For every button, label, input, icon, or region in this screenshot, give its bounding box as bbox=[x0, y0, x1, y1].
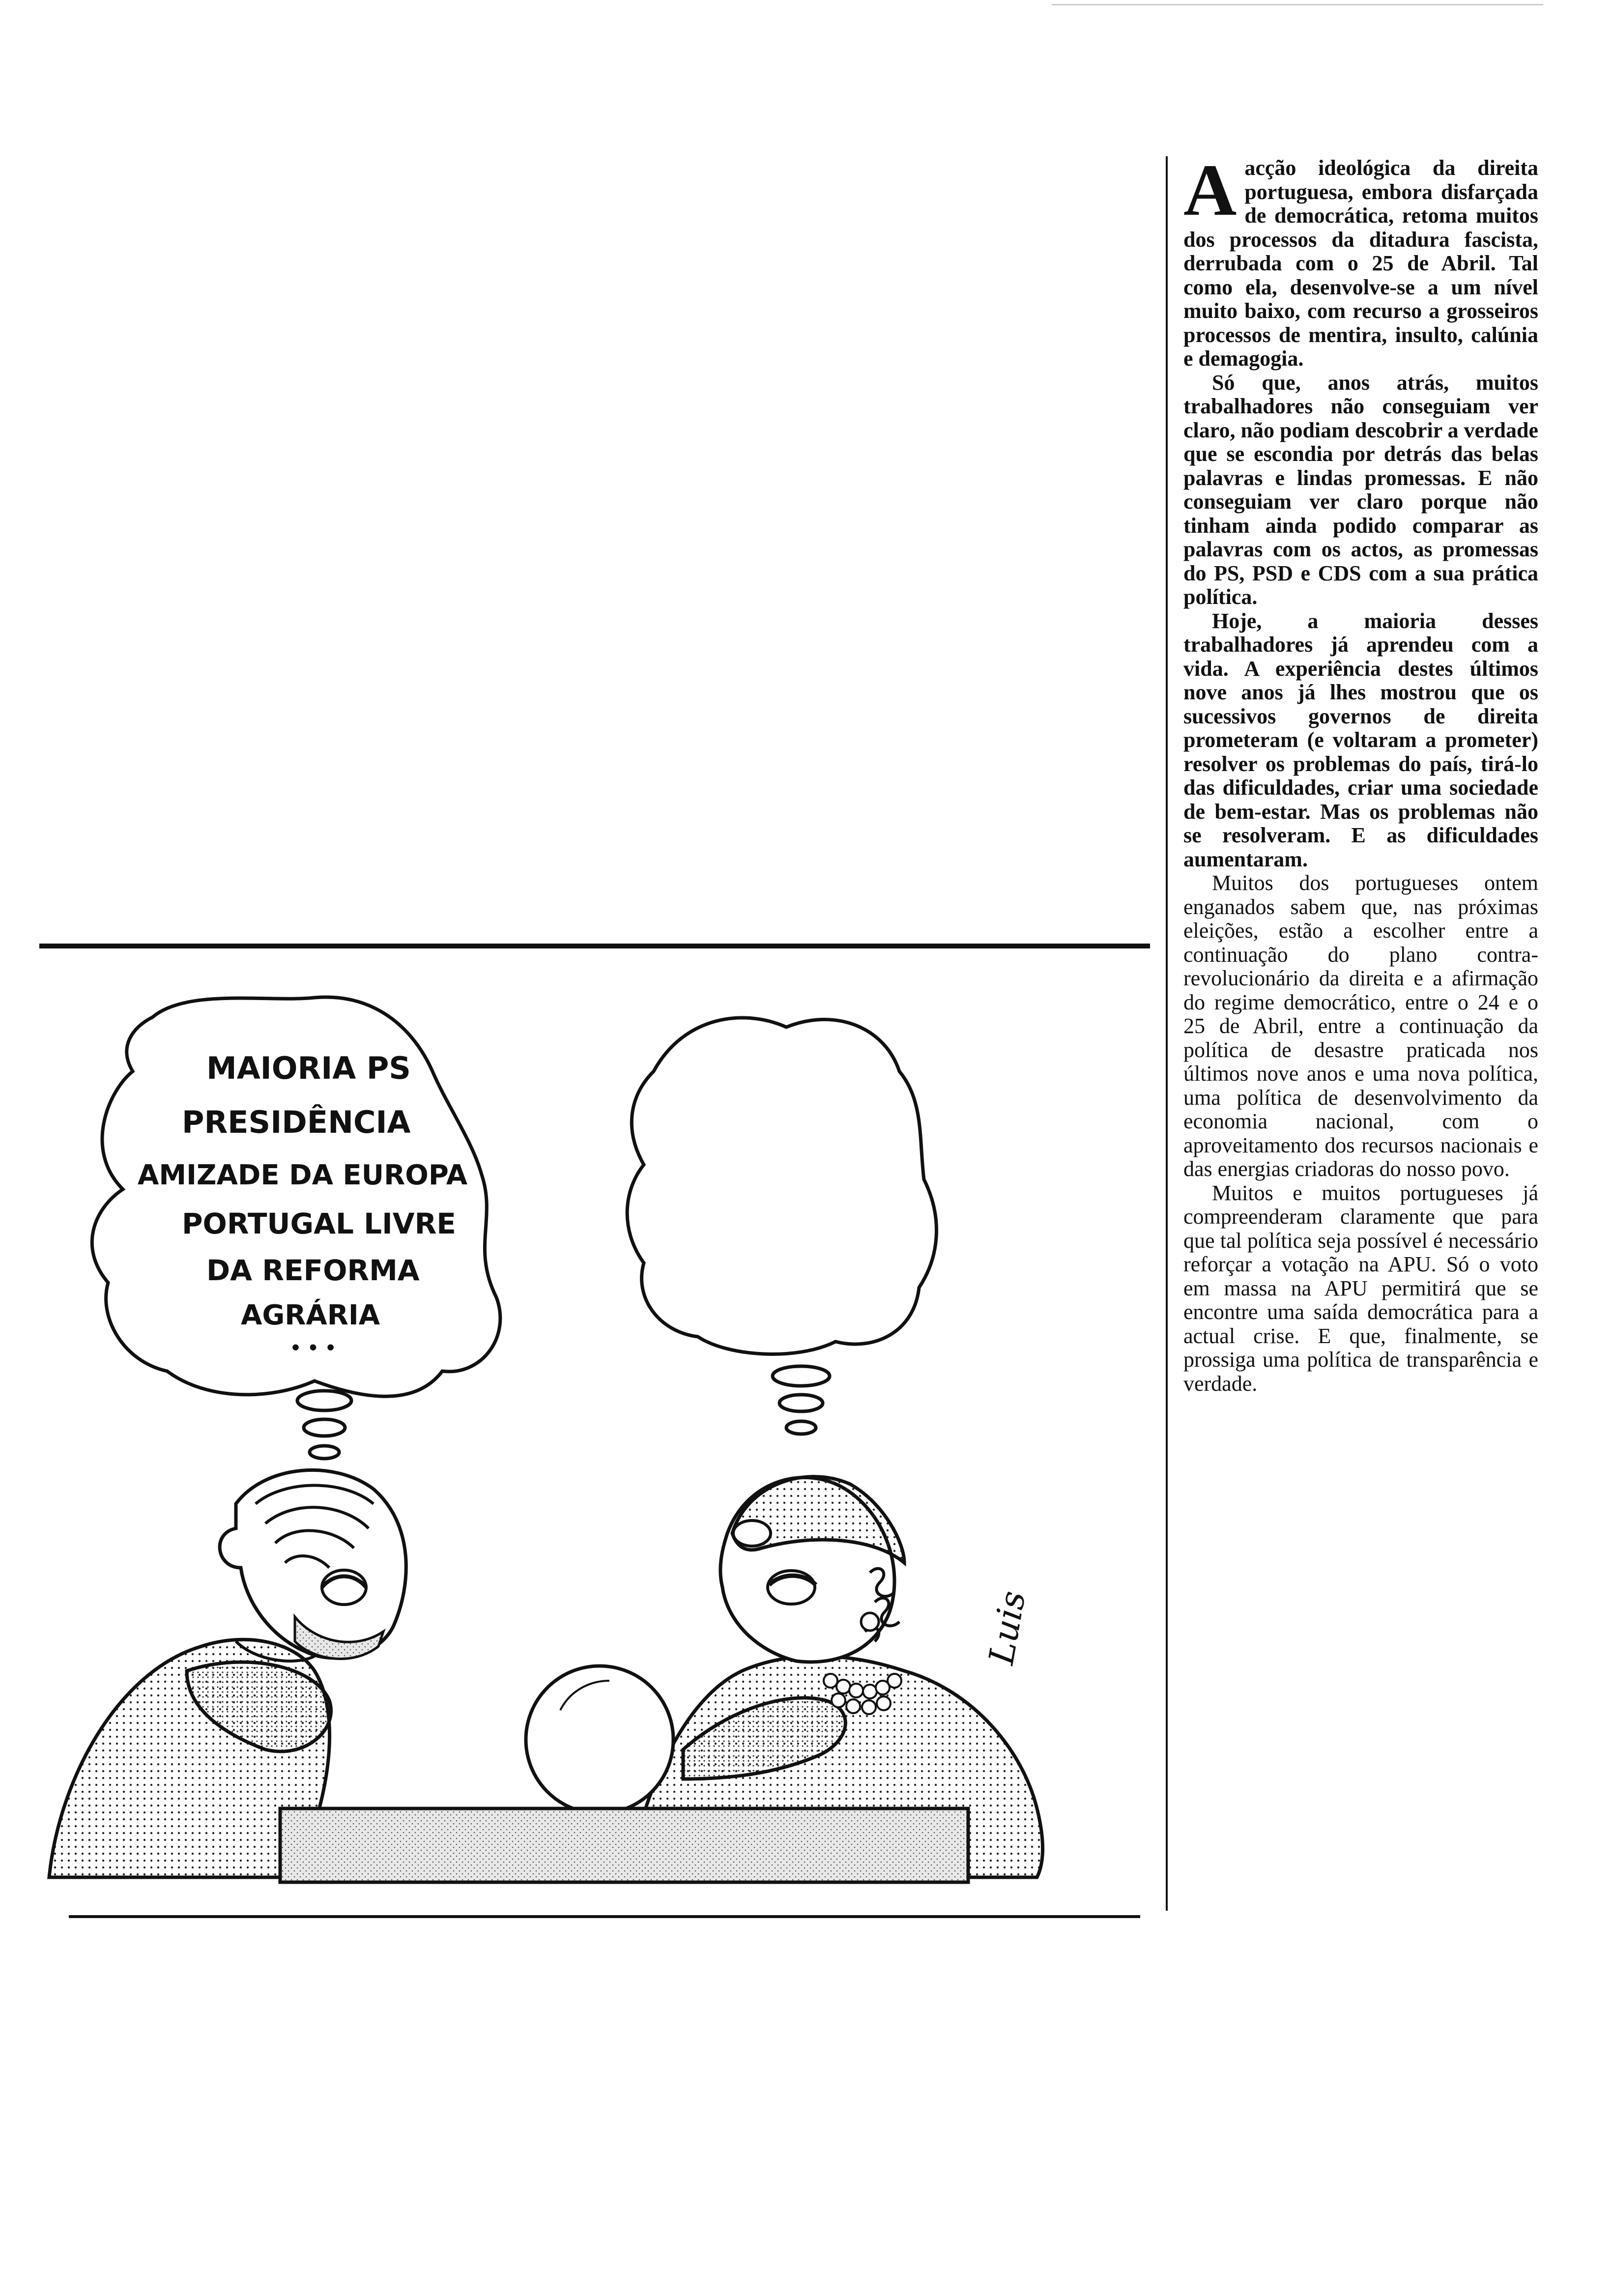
article-paragraph-1 bbox=[1183, 149, 1538, 371]
panel-top-border bbox=[39, 944, 1150, 948]
top-rule bbox=[1052, 4, 1543, 5]
left-thought-trail-2 bbox=[304, 1419, 345, 1436]
left-thought-trail-1 bbox=[297, 1391, 351, 1410]
right-thought-bubble bbox=[627, 1018, 936, 1354]
thought-line-2: PRESIDÊNCIA bbox=[182, 1104, 411, 1140]
paragraph-5-text: Muitos e muitos portugueses já compreenderam claramente que para que tal política seja possível é necessário reforçar a votação na APU. Só o voto em massa na APU permitirá que se encontre uma saída democrática para a actual crise. E que, finalmente, se prossiga uma política de transparência e verdade. bbox=[1183, 1180, 1538, 1396]
thought-line-1: MAIORIA PS bbox=[206, 1050, 411, 1086]
crystal-ball bbox=[526, 1666, 673, 1813]
article-body bbox=[1183, 149, 1538, 1396]
right-thought-trail-1 bbox=[773, 1366, 830, 1386]
right-thought-trail-3 bbox=[786, 1421, 816, 1434]
left-thought-trail-3 bbox=[310, 1446, 339, 1459]
artist-signature: Luis bbox=[980, 1588, 1034, 1667]
teller-earring bbox=[861, 1613, 879, 1631]
cartoon-drawing bbox=[39, 944, 1150, 1922]
article-paragraph-5 bbox=[1183, 1181, 1538, 1396]
right-thought-trail-2 bbox=[779, 1395, 823, 1411]
table-top bbox=[280, 1808, 968, 1882]
thought-line-7: • • • bbox=[290, 1338, 337, 1358]
teller-scarf-knot bbox=[733, 1521, 771, 1546]
paragraph-3-text: Hoje, a maioria desses trabalhadores já aprendeu com a vida. A experiência destes últimos nove anos já lhes mostrou que os sucessivos governos de direita prometeram (e voltaram a prometer) resolver os problemas do país, tirá-lo das dificuldades, criar uma sociedade de bem-estar. Mas os problemas não se resolveram. E as dificuldades aumentaram. bbox=[1183, 608, 1538, 871]
article-paragraph-3 bbox=[1183, 609, 1538, 872]
cartoon-panel bbox=[39, 944, 1150, 1922]
paragraph-4-text: Muitos dos portugueses ontem enganados sabem que, nas próximas eleições, estão a escolher entre a continuação do plano contra-revolucionário da direita e a afirmação do regime democrático, entre o 24 e o 25 de Abril, entre a continuação da política de desastre praticada nos últimos nove anos e uma nova política, uma política de desenvolvimento da economia nacional, com o aproveitamento dos recursos nacionais e das energias criadoras do nosso povo. bbox=[1183, 871, 1538, 1181]
man-head bbox=[220, 1470, 406, 1658]
thought-line-4: PORTUGAL LIVRE bbox=[182, 1207, 456, 1240]
dropcap-letter: A bbox=[1183, 149, 1237, 231]
paragraph-2-text: Só que, anos atrás, muitos trabalhadores não conseguiam ver claro, não podiam descobrir a verdade que se escondia por detrás das belas palavras e lindas promessas. E não conseguiam ver claro porque não tinham ainda podido comparar as palavras com os actos, as promessas do PS, PSD e CDS com a sua prática política. bbox=[1183, 370, 1538, 609]
thought-line-5: DA REFORMA bbox=[206, 1254, 420, 1287]
thought-line-3: AMIZADE DA EUROPA bbox=[138, 1159, 468, 1191]
article-column bbox=[1166, 149, 1538, 1911]
article-paragraph-4 bbox=[1183, 871, 1538, 1181]
thought-line-6: AGRÁRIA bbox=[241, 1299, 380, 1331]
article-paragraph-2 bbox=[1183, 371, 1538, 609]
paragraph-1-text: acção ideológica da direita portuguesa, embora disfarçada de democrática, retoma muitos dos processos da ditadura fascista, derrubada com o 25 de Abril. Tal como ela, desenvolve-se a um nível muito baixo, com recurso a grosseiros processos de mentira, insulto, calúnia e demagogia. bbox=[1183, 156, 1538, 371]
